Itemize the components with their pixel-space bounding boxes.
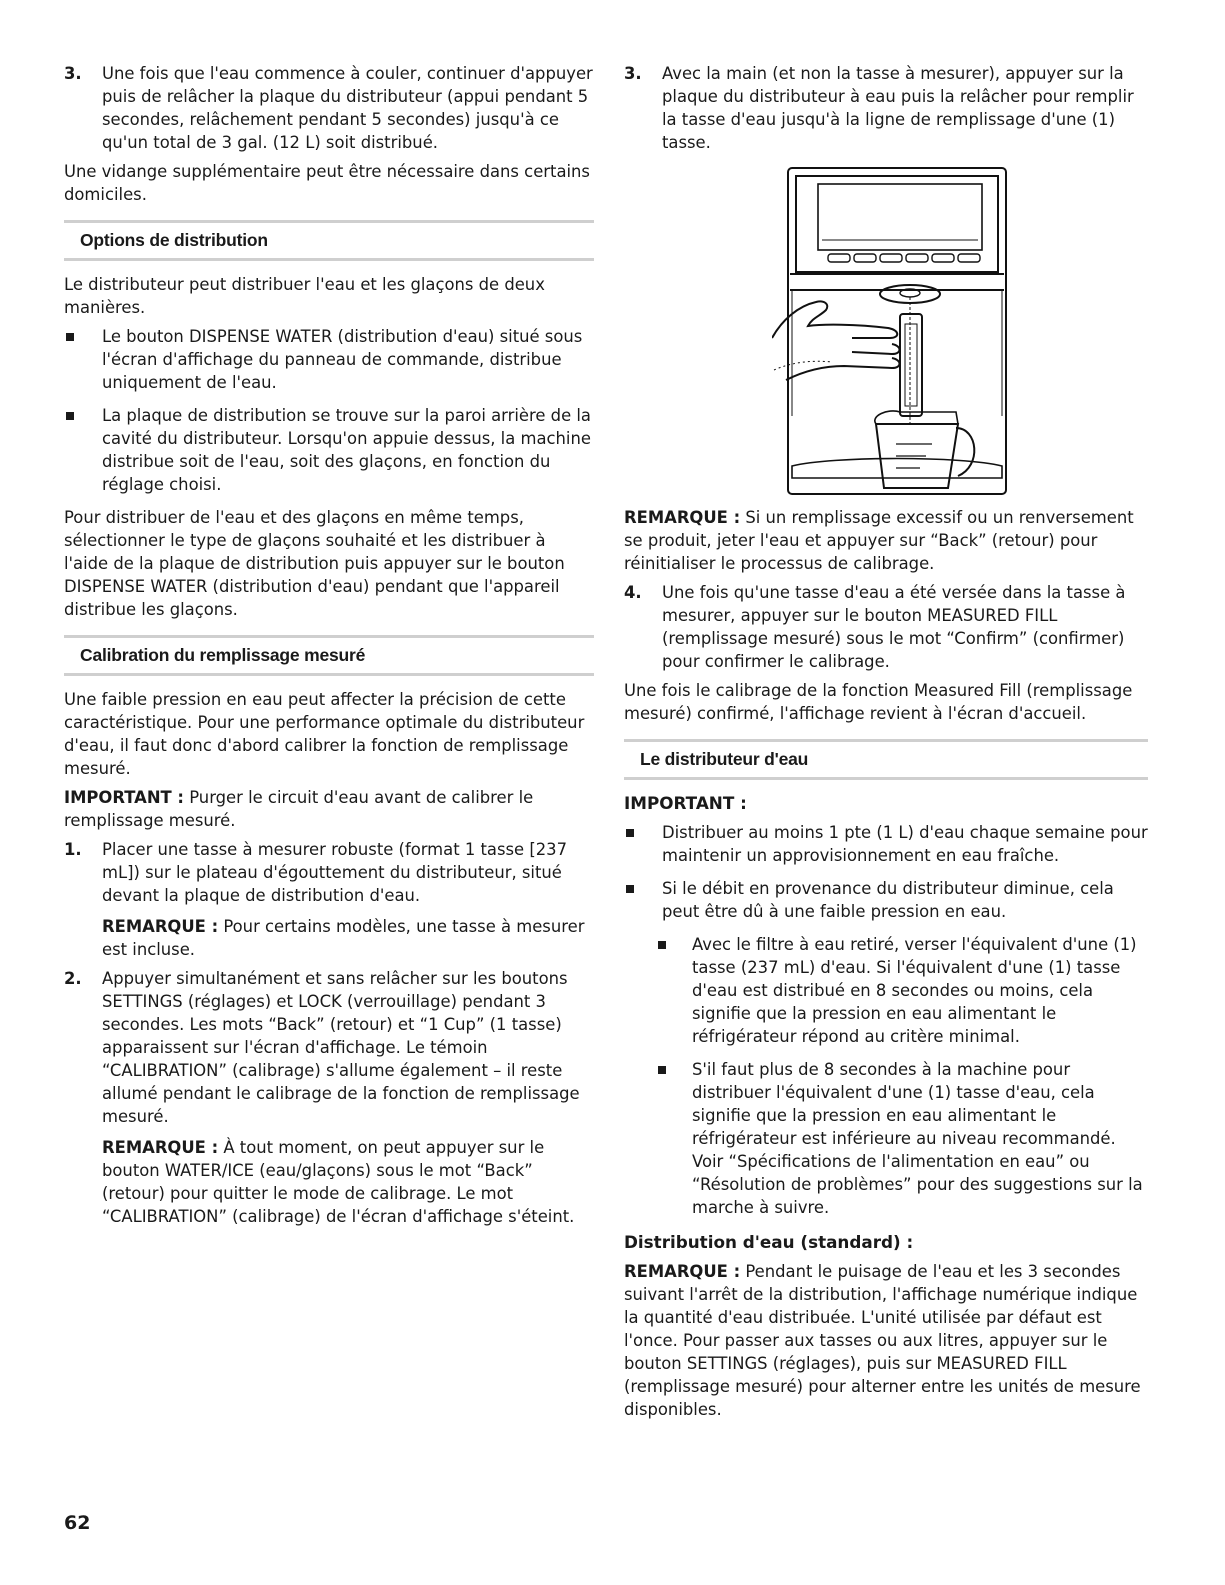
note-label: REMARQUE : <box>624 508 741 527</box>
list-item-text: Le bouton DISPENSE WATER (distribution d'eau) situé sous l'écran d'affichage du panneau de commande, distribue uniquement de l'eau. <box>102 327 583 392</box>
step-text: Avec la main (et non la tasse à mesurer), appuyer sur la plaque du distributeur à eau puis la relâcher pour remplir la tasse d'eau jusqu'à la ligne de remplissage d'une (1) tasse. <box>662 64 1134 152</box>
list-item <box>624 821 1148 867</box>
standard-heading: Distribution d'eau (standard) : <box>624 1232 914 1252</box>
right-step-3 <box>624 62 1148 154</box>
sub-list-item <box>624 1058 1148 1219</box>
important-text: Purger le circuit d'eau avant de calibrer le remplissage mesuré. <box>64 788 534 830</box>
important-label: IMPORTANT : <box>624 793 747 813</box>
step-text: Appuyer simultanément et sans relâcher sur les boutons SETTINGS (réglages) et LOCK (verrouillage) pendant 3 secondes. Les mots “Back” (retour) et “1 Cup” (1 tasse) apparaissent sur l'écran d'affichage. Le témoin “CALIBRATION” (calibrage) s'allume également – il reste allumé pendant le calibrage de la fonction de remplissage mesuré. <box>102 969 580 1126</box>
step-number: 1. <box>64 840 82 859</box>
list-item-text: Avec le filtre à eau retiré, verser l'équivalent d'une (1) tasse (237 mL) d'eau. Si l'équivalent d'une (1) tasse d'eau est distribué en 8 secondes ou moins, cela signifie que la pression en eau alimentant le réfrigérateur répond au critère minimal. <box>692 935 1137 1046</box>
calibration-step-1 <box>64 838 594 961</box>
bullet-icon <box>626 885 634 893</box>
calibration-remark <box>624 506 1148 575</box>
step-note <box>102 1136 594 1228</box>
list-item-text: S'il faut plus de 8 secondes à la machine pour distribuer l'équivalent d'une (1) tasse d'eau, cela signifie que la pression en eau alimentant le réfrigérateur est inférieure au niveau recommandé. Voir “Spécifications de l'alimentation en eau” ou “Résolution de problèmes” pour des suggestions sur la marche à suivre. <box>692 1060 1143 1217</box>
list-item <box>624 877 1148 923</box>
note-label: REMARQUE : <box>102 917 219 936</box>
options-paragraph: Pour distribuer de l'eau et des glaçons en même temps, sélectionner le type de glaçons souhaité et les distribuer à l'aide de la plaque de distribution puis appuyer sur le bouton DISPENSE WATER (distribution d'eau) pendant que l'appareil distribue les glaçons. <box>64 508 565 619</box>
note-text: Pour certains modèles, une tasse à mesurer est incluse. <box>102 917 585 959</box>
note-label: REMARQUE : <box>624 1262 741 1281</box>
confirm-paragraph: Une fois le calibrage de la fonction Measured Fill (remplissage mesuré) confirmé, l'affichage revient à l'écran d'accueil. <box>624 681 1133 723</box>
step-number: 2. <box>64 969 82 988</box>
bullet-icon <box>658 941 666 949</box>
section-heading-options: Options de distribution <box>64 220 594 261</box>
note-text: Si un remplissage excessif ou un renversement se produit, jeter l'eau et appuyer sur “Back” (retour) pour réinitialiser le processus de calibrage. <box>624 508 1134 573</box>
section-heading-water-dispenser: Le distributeur d'eau <box>624 739 1148 780</box>
sub-list-item <box>624 933 1148 1048</box>
step-number: 3. <box>624 64 642 83</box>
note-label: REMARQUE : <box>102 1138 219 1157</box>
left-step-3 <box>64 62 594 154</box>
bullet-icon <box>66 333 74 341</box>
step-number: 4. <box>624 583 642 602</box>
note-text: À tout moment, on peut appuyer sur le bouton WATER/ICE (eau/glaçons) sous le mot “Back” (retour) pour quitter le mode de calibrage. Le mot “CALIBRATION” (calibrage) de l'écran d'affichage s'éteint. <box>102 1138 575 1226</box>
calibration-intro: Une faible pression en eau peut affecter la précision de cette caractéristique. Pour une performance optimale du distributeur d'eau, il faut donc d'abord calibrer la fonction de remplissage mesuré. <box>64 690 585 778</box>
list-item <box>64 404 594 496</box>
dispenser-illustration-icon <box>772 166 1010 496</box>
left-column <box>64 62 594 1234</box>
important-note <box>64 786 594 832</box>
calibration-step-2 <box>64 967 594 1228</box>
step-text: Une fois qu'une tasse d'eau a été versée dans la tasse à mesurer, appuyer sur le bouton MEASURED FILL (remplissage mesuré) sous le mot “Confirm” (confirmer) pour confirmer le calibrage. <box>662 583 1126 671</box>
bullet-icon <box>658 1066 666 1074</box>
bullet-icon <box>66 412 74 420</box>
list-item-text: La plaque de distribution se trouve sur la paroi arrière de la cavité du distributeur. Lorsqu'on appuie dessus, la machine distribue soit de l'eau, soit des glaçons, en fonction du réglage choisi. <box>102 406 591 494</box>
right-step-4 <box>624 581 1148 673</box>
list-item <box>64 325 594 394</box>
right-column <box>624 62 1148 1427</box>
list-item-text: Distribuer au moins 1 pte (1 L) d'eau chaque semaine pour maintenir un approvisionnement en eau fraîche. <box>662 823 1148 865</box>
bullet-icon <box>626 829 634 837</box>
important-label: IMPORTANT : <box>64 788 184 807</box>
step-number: 3. <box>64 64 82 83</box>
list-item-text: Si le débit en provenance du distributeur diminue, cela peut être dû à une faible pression en eau. <box>662 879 1114 921</box>
note-text: Pendant le puisage de l'eau et les 3 secondes suivant l'arrêt de la distribution, l'affichage numérique indique la quantité d'eau distribuée. L'unité utilisée par défaut est l'once. Pour passer aux tasses ou aux litres, appuyer sur le bouton SETTINGS (réglages), puis sur MEASURED FILL (remplissage mesuré) pour alterner entre les unités de mesure disponibles. <box>624 1262 1141 1419</box>
page-number: 62 <box>64 1512 91 1534</box>
standard-remark <box>624 1260 1148 1421</box>
options-intro: Le distributeur peut distribuer l'eau et les glaçons de deux manières. <box>64 275 545 317</box>
step-text: Placer une tasse à mesurer robuste (format 1 tasse [237 mL]) sur le plateau d'égouttement du distributeur, situé devant la plaque de distribution d'eau. <box>102 840 567 905</box>
drain-note: Une vidange supplémentaire peut être nécessaire dans certains domiciles. <box>64 162 590 204</box>
section-heading-calibration: Calibration du remplissage mesuré <box>64 635 594 676</box>
step-text: Une fois que l'eau commence à couler, continuer d'appuyer puis de relâcher la plaque du distributeur (appui pendant 5 secondes, relâchement pendant 5 secondes) jusqu'à ce qu'un total de 3 gal. (12 L) soit distribué. <box>102 64 593 152</box>
step-note <box>102 915 594 961</box>
